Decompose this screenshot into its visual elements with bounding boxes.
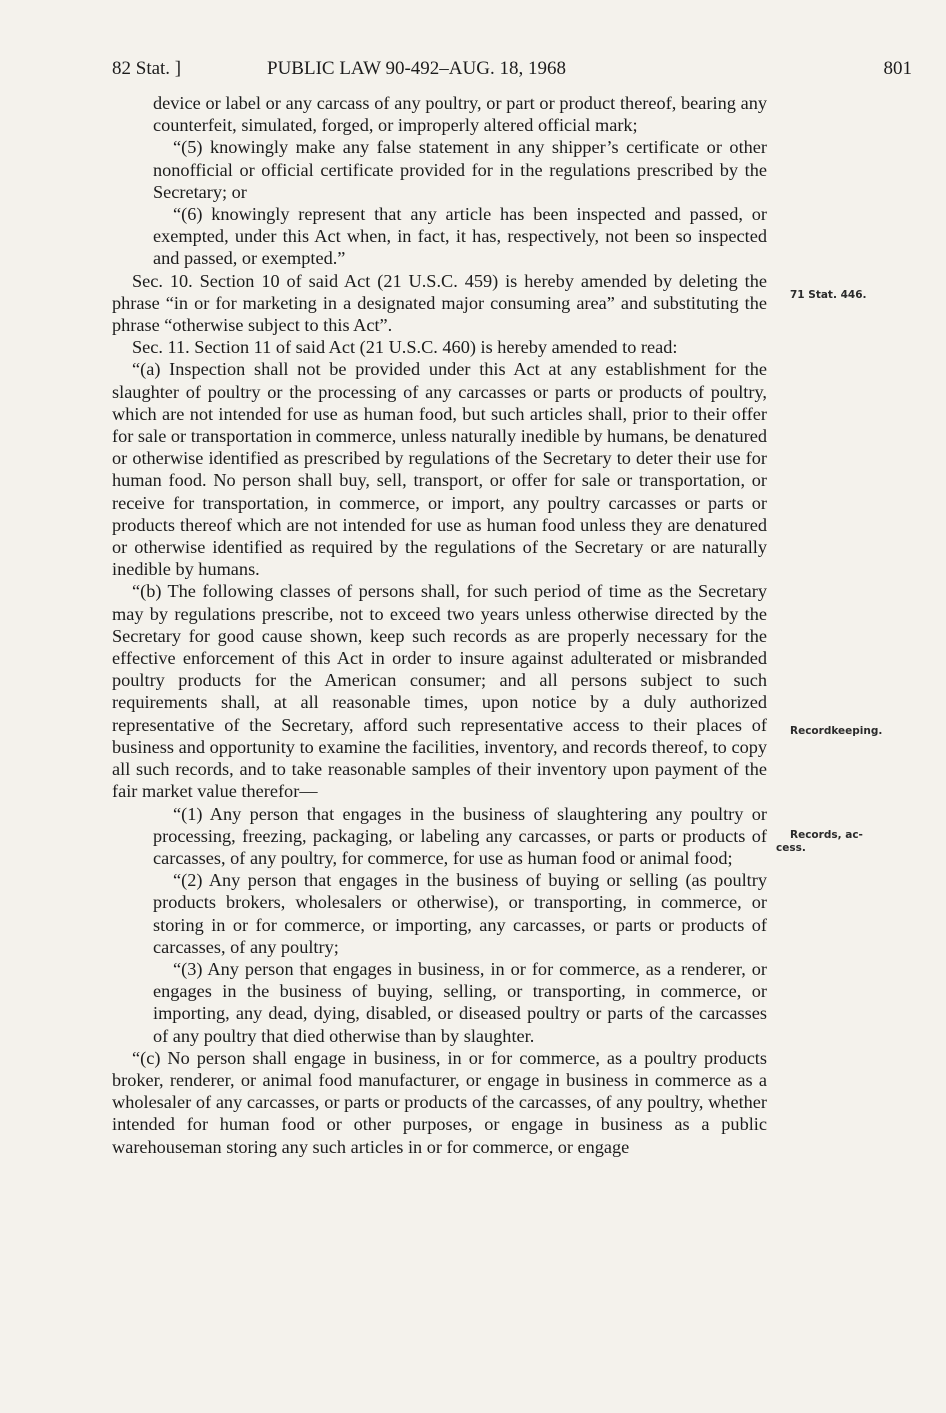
margin-note-stat-ref: 71 Stat. 446. (790, 289, 867, 301)
paragraph-continuation: device or label or any carcass of any poultry, or part or product thereof, bearing any counterfeit, simulated, forged, or improperly altered official mark; (153, 93, 767, 136)
paragraph-item-3: “(3) Any person that engages in business, in or for commerce, as a renderer, or engages in the business of buying, selling, or transporting, in commerce, or importing, any dead, dying, disabled, or diseased poultry or parts of the carcasses of any poultry that died otherwise than by slaughter. (153, 958, 767, 1046)
paragraph-subsection-a: “(a) Inspection shall not be provided under this Act at any establishment for the slaughter of poultry or the processing of any carcasses or parts or products of poultry, which are not intended for use as human food, but such articles shall, prior to their offer for sale or transportation in commerce, unless naturally inedible by humans, be denatured or otherwise identified as prescribed by regulations of the Secretary to deter their use for human food. No person shall buy, sell, transport, or offer for sale or transportation, or receive for transportation, in commerce, or import, any poultry carcasses or parts or products thereof which are not intended for use as human food unless they are denatured or otherwise identified as required by the regulations of the Secretary or are naturally inedible by humans. (112, 359, 767, 580)
running-title: PUBLIC LAW 90-492–AUG. 18, 1968 (267, 58, 566, 79)
statute-reference: 82 Stat. ] (112, 58, 182, 79)
paragraph-item-6: “(6) knowingly represent that any article has been inspected and passed, or exempted, under this Act when, in fact, it has, respectively, not been so inspected and passed, or exempted.” (153, 204, 767, 269)
page-number: 801 (883, 58, 912, 79)
paragraph-item-5: “(5) knowingly make any false statement in any shipper’s certificate or other nonofficial or official certificate provided for in the regulations prescribed by the Secretary; or (153, 137, 767, 202)
margin-note-recordkeeping: Recordkeeping. (790, 725, 883, 737)
page-header (112, 58, 912, 84)
margin-note-records-access: Records, ac- (790, 829, 863, 841)
paragraph-subsection-b: “(b) The following classes of persons shall, for such period of time as the Secretary may by regulations prescribe, not to exceed two years unless otherwise directed by the Secretary for good cause shown, keep such records as are properly necessary for the effective enforcement of this Act in order to insure against adulterated or misbranded poultry products for the American consumer; and all persons subject to such requirements shall, at all reasonable times, upon notice by a duly authorized representative of the Secretary, afford such representative access to their places of business and opportunity to examine the facilities, inventory, and records thereof, to copy all such records, and to take reasonable samples of their inventory upon payment of the fair market value therefor— (112, 581, 767, 802)
paragraph-item-1: “(1) Any person that engages in the business of slaughtering any poultry or processing, freezing, packaging, or labeling any carcasses, or parts or products of carcasses, of any poultry, for commerce, for use as human food or animal food; (153, 803, 767, 868)
paragraph-sec-11: Sec. 11. Section 11 of said Act (21 U.S.C. 460) is hereby amended to read: (132, 337, 678, 358)
paragraph-subsection-c: “(c) No person shall engage in business, in or for commerce, as a poultry products broker, renderer, or animal food manufacturer, or engage in business in commerce as a wholesaler of any carcasses, or parts or products of the carcasses, of any poultry, whether intended for human food or other purposes, or engage in business as a public warehouseman storing any such articles in or for commerce, or engage (112, 1047, 767, 1157)
margin-note-records-access-cont: cess. (776, 842, 806, 854)
paragraph-sec-10: Sec. 10. Section 10 of said Act (21 U.S.C. 459) is hereby amended by deleting the phrase “in or for marketing in a designated major consuming area” and substituting the phrase “otherwise subject to this Act”. (112, 270, 767, 336)
paragraph-item-2: “(2) Any person that engages in the business of buying or selling (as poultry products brokers, wholesalers or otherwise), or transporting, in commerce, or storing in or for commerce, or importing, any carcasses, or parts or products of carcasses, of any poultry; (153, 870, 767, 957)
body-text (112, 92, 767, 1158)
